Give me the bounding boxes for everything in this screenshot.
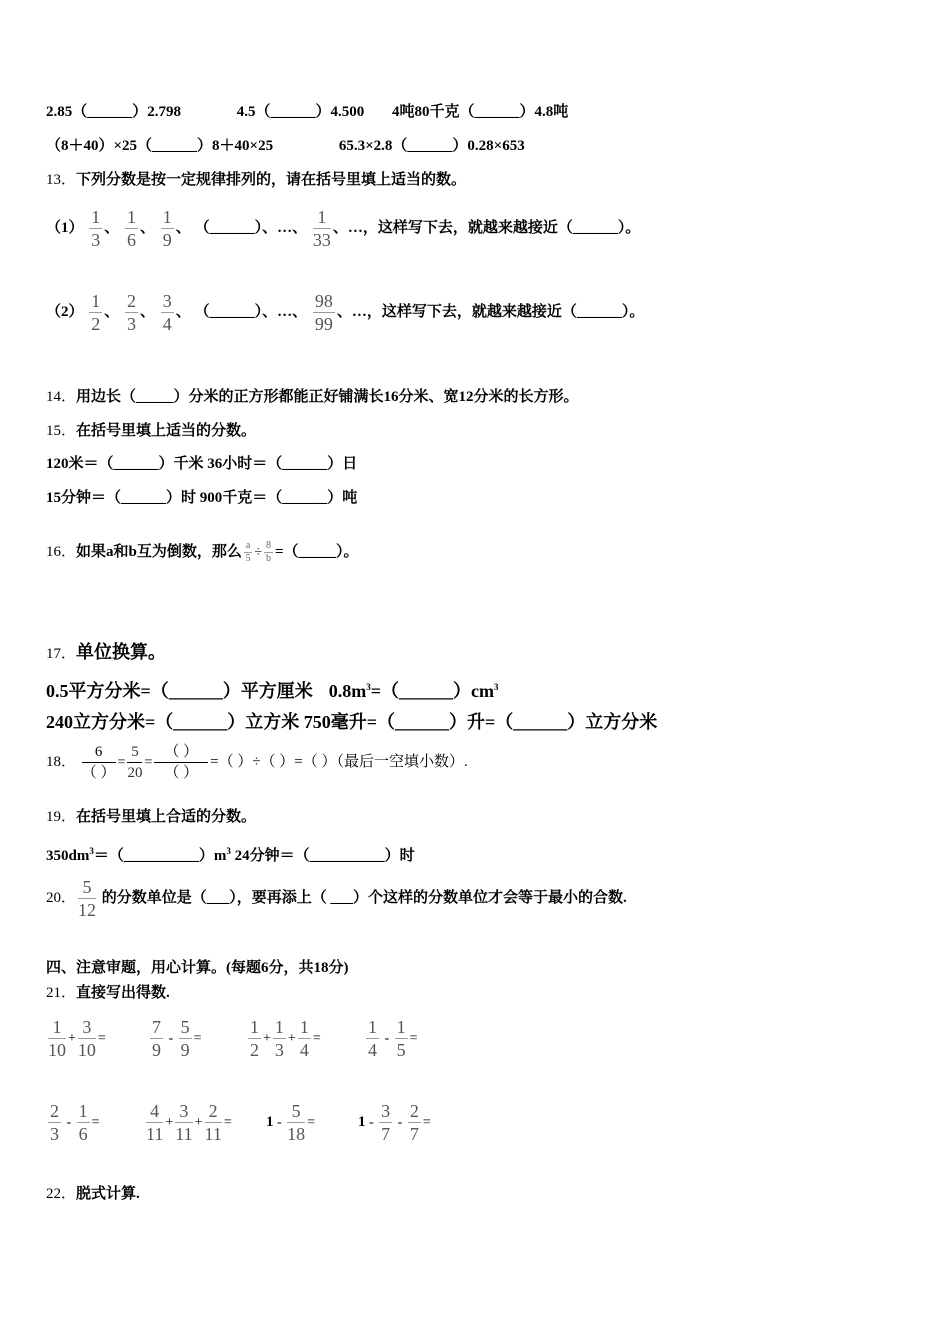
fraction [48, 1100, 61, 1145]
operator: - [273, 1114, 286, 1130]
operator: - [394, 1114, 406, 1130]
fraction [154, 742, 208, 783]
compare-item: 4.5（______）4.500 [236, 104, 365, 120]
fraction [48, 1016, 66, 1061]
text: 11 [204, 1124, 222, 1144]
text: 的分数单位是（___），要再添上（ ___）个这样的分数单位才会等于最小的合数. [101, 889, 627, 906]
text: 17． [46, 646, 77, 662]
fraction [313, 206, 331, 251]
text: 直接写出得数. [76, 985, 170, 1001]
text: 3 [226, 846, 231, 856]
text: 21． [46, 985, 77, 1001]
text: 10 [48, 1040, 66, 1060]
fraction [77, 1100, 90, 1145]
text: 9 [152, 1040, 161, 1060]
text: 10 [77, 1040, 96, 1060]
text: 1 [368, 1017, 377, 1037]
text: 3 [494, 682, 499, 692]
text: 3 [175, 1100, 192, 1123]
fraction [273, 1016, 286, 1061]
q12-row2 [46, 136, 525, 156]
text: 1 [91, 207, 101, 227]
text: 2 [250, 1040, 259, 1060]
text: 脱式计算. [76, 1186, 140, 1202]
q17-row2: 240立方分米=（______）立方米 750毫升=（______）升=（______）立方分米 [46, 712, 658, 732]
text: 5 [180, 1017, 190, 1037]
text: 2 [127, 291, 137, 311]
q22-title [46, 1184, 140, 1204]
text: 8 [266, 540, 271, 551]
text: 3 [381, 1101, 391, 1121]
text: 、 [104, 219, 120, 236]
text: 9 [180, 1040, 190, 1060]
operator: = [117, 754, 126, 770]
text: 3 [89, 846, 94, 856]
fraction [379, 1100, 392, 1145]
calc-4 [364, 1016, 418, 1061]
text: 13． [46, 172, 77, 188]
fraction [150, 1016, 163, 1061]
operator: - [381, 1030, 393, 1046]
text: 4 [162, 314, 172, 334]
compare-item: 65.3×2.8（______）0.28×653 [338, 138, 525, 154]
operator: + [263, 1030, 271, 1046]
text: =（_____）。 [275, 543, 359, 560]
text: 3 [127, 314, 137, 334]
text: （1） [46, 219, 84, 236]
fraction [313, 290, 335, 335]
text: 22． [46, 1186, 77, 1202]
text: 7 [381, 1124, 391, 1144]
fraction [264, 540, 273, 565]
text: 2 [91, 314, 101, 334]
text: 11 [175, 1124, 193, 1144]
text: 下列分数是按一定规律排列的，请在括号里填上适当的数。 [76, 172, 467, 188]
text: 、 [175, 303, 191, 320]
text: 2 [50, 1101, 59, 1121]
section-4-heading: 四、注意审题，用心计算。(每题6分，共18分) [46, 960, 349, 976]
fraction [125, 290, 138, 335]
text: 在括号里填上合适的分数。 [76, 809, 257, 825]
text: 6 [82, 742, 116, 763]
operator: ÷ [254, 544, 262, 560]
compare-item: 4吨80千克（______）4.8吨 [392, 104, 569, 120]
text: 12 [78, 900, 97, 920]
text: （ ） [81, 765, 116, 781]
operator: - [165, 1030, 177, 1046]
text: 0.8m [328, 681, 367, 701]
text: 350dm [46, 848, 90, 864]
text: 3 [274, 1040, 284, 1060]
operator: - [365, 1114, 378, 1130]
text: 3 [91, 230, 101, 250]
calc-1 [46, 1016, 106, 1061]
q16 [46, 540, 359, 565]
q17-row1 [46, 677, 499, 701]
text: 用边长（_____）分米的正方形都能正好铺满长16分米、宽12分米的长方形。 [76, 389, 579, 405]
text: 4 [146, 1100, 163, 1123]
q19-row [46, 841, 415, 866]
text: 3 [78, 1016, 96, 1039]
text: 5 [78, 876, 96, 899]
fraction [127, 742, 142, 783]
text: 1 [78, 1101, 88, 1121]
text: （ ） [164, 765, 199, 781]
operator: = [409, 1030, 418, 1046]
q17-title [46, 642, 166, 664]
q15-row1: 120米＝（______）千米 36小时＝（______）日 [46, 456, 358, 472]
q14 [46, 387, 579, 407]
text: 1 [250, 1017, 259, 1037]
calc-8: 1 - $\frac{3}{7}$ - $\frac{2}{7}$ = [358, 1101, 431, 1144]
fraction [78, 1016, 96, 1061]
fraction [205, 1100, 222, 1145]
text: 5 [287, 1100, 305, 1123]
fraction [244, 540, 252, 565]
text: 33 [312, 230, 331, 250]
q13-part2 [46, 290, 644, 335]
calc-7: 1 - $\frac{5}{18}$ = [266, 1101, 316, 1144]
text: 20． [46, 889, 77, 906]
fraction [146, 1100, 163, 1145]
calc-5 [46, 1100, 100, 1145]
q13-part1 [46, 206, 640, 251]
calc-2 [148, 1016, 202, 1061]
text: 1 [127, 207, 137, 227]
text: a [245, 540, 251, 551]
text: 99 [314, 314, 333, 334]
text: 4 [368, 1040, 377, 1060]
text: 2 [409, 1101, 419, 1121]
text: 、 [140, 219, 156, 236]
fraction [298, 1016, 311, 1061]
calc-6 [144, 1100, 232, 1145]
text: 3 [162, 291, 172, 311]
fraction [175, 1100, 192, 1145]
operator: = [223, 1114, 232, 1130]
fraction [287, 1100, 305, 1145]
text: 、 [140, 303, 156, 320]
text: 如果a和b互为倒数，那么 [76, 543, 242, 560]
text: 6 [127, 230, 137, 250]
operator: + [287, 1030, 296, 1046]
operator: = [97, 1030, 106, 1046]
text: 15． [46, 423, 77, 439]
operator: = [422, 1114, 431, 1130]
text: 1 [313, 206, 331, 229]
text: 7 [152, 1017, 161, 1037]
operator: = [307, 1114, 316, 1130]
text: 11 [146, 1124, 164, 1144]
text: 5 [127, 742, 142, 763]
text: 18 [287, 1124, 306, 1144]
fraction [248, 1016, 261, 1061]
text: 9 [162, 230, 172, 250]
text: 1 [162, 207, 172, 227]
text: =（______）cm [370, 681, 495, 701]
operator: + [194, 1114, 203, 1130]
fraction [161, 290, 174, 335]
text: 16． [46, 543, 77, 560]
text: 1 [91, 291, 101, 311]
text: 14． [46, 389, 77, 405]
text: 3 [366, 682, 371, 692]
text: 1 [396, 1017, 406, 1037]
text: 19． [46, 809, 77, 825]
text: 4 [299, 1040, 309, 1060]
text: 5 [245, 553, 251, 564]
q21-title [46, 983, 170, 1003]
text: 18． [46, 753, 77, 770]
fraction [82, 742, 116, 783]
text: 5 [396, 1040, 406, 1060]
compare-item: 2.85（______）2.798 [46, 104, 182, 120]
compare-item: （8＋40）×25（______）8＋40×25 [46, 138, 274, 154]
q19-title [46, 807, 256, 827]
text: 24分钟＝（__________）时 [230, 848, 415, 864]
fraction [366, 1016, 379, 1061]
text: 、…，这样写下去，就越来越接近（______）。 [332, 219, 641, 236]
text: 、 [104, 303, 120, 320]
fraction [89, 290, 102, 335]
text: 3 [50, 1124, 59, 1144]
text: （2） [46, 303, 84, 320]
operator: = [312, 1030, 321, 1046]
q13-title [46, 170, 466, 190]
calc-3 [246, 1016, 321, 1061]
fraction [78, 876, 96, 921]
text: （______）、…、 [194, 219, 308, 236]
text: （______）、…、 [194, 303, 308, 320]
text: 在括号里填上适当的分数。 [76, 423, 257, 439]
q15-row2: 15分钟＝（______）时 900千克＝（______）吨 [46, 490, 358, 506]
text: 、…，这样写下去，就越来越接近（______）。 [336, 303, 645, 320]
q15-title [46, 421, 256, 441]
operator: = [144, 754, 153, 770]
text: =（ ）÷（ ）=（ ）（最后一空填小数）. [210, 753, 468, 770]
text: 20 [127, 765, 143, 781]
q20 [46, 876, 627, 921]
q18 [46, 742, 468, 783]
text: 98 [314, 291, 333, 311]
text: ＝（__________）m [93, 848, 227, 864]
operator: + [165, 1114, 174, 1130]
q12-row1 [46, 102, 568, 122]
text: b [266, 553, 271, 564]
fraction [395, 1016, 408, 1061]
text: 1 [274, 1017, 284, 1037]
fraction [408, 1100, 421, 1145]
operator: - [63, 1114, 75, 1130]
text: （ ） [154, 742, 208, 763]
fraction [125, 206, 138, 251]
text: 0.5平方分米=（______）平方厘米 [46, 681, 313, 701]
fraction [161, 206, 174, 251]
text: 2 [205, 1100, 222, 1123]
text: 1 [48, 1016, 66, 1039]
fraction [179, 1016, 192, 1061]
text: 、 [175, 219, 191, 236]
text: 6 [78, 1124, 88, 1144]
operator: = [193, 1030, 202, 1046]
text: 7 [409, 1124, 419, 1144]
operator: + [68, 1030, 76, 1046]
operator: = [91, 1114, 100, 1130]
text: 单位换算。 [76, 642, 167, 662]
fraction [89, 206, 102, 251]
text: 1 [299, 1017, 309, 1037]
